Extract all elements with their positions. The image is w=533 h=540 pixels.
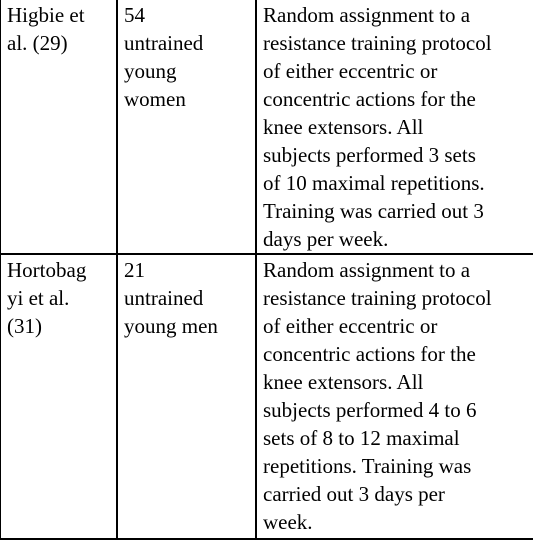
study-cell: Higbie et al. (29) [0,0,117,254]
description-cell: Random assignment to a resistance training protocol of either eccentric or concentric actions for the knee extensors. All subjects performed 4 to 6 sets of 8 to 12 maximal repetitions. Training was carried out 3 days per week. [256,254,533,539]
subjects-cell: 54 untrained young women [117,0,256,254]
study-cell: Hortobag yi et al. (31) [0,254,117,539]
table-row [0,0,533,254]
description-cell: Random assignment to a resistance training protocol of either eccentric or concentric actions for the knee extensors. All subjects performed 3 sets of 10 maximal repetitions. Training was carried out 3 days per week. [256,0,533,254]
table-row [0,254,533,539]
subjects-cell: 21 untrained young men [117,254,256,539]
